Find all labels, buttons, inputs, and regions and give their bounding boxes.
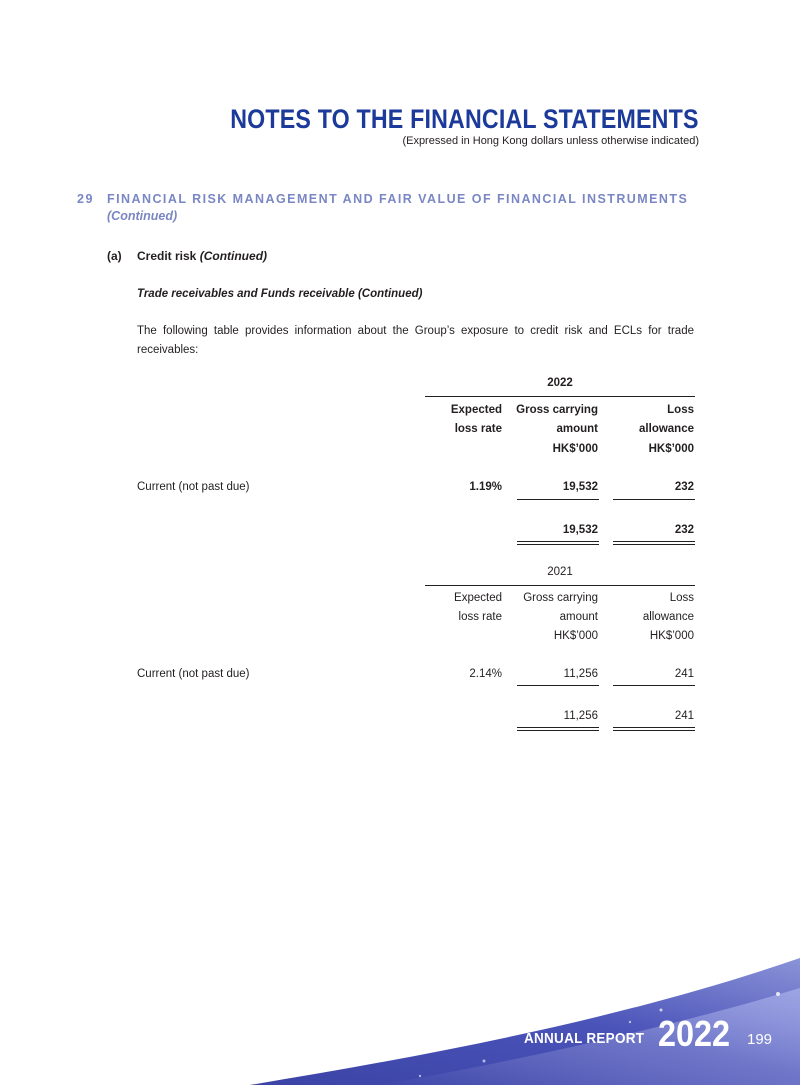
page-subtitle: (Expressed in Hong Kong dollars unless otherwise indicated) <box>402 135 699 147</box>
subsection-continued: (Continued) <box>199 249 268 263</box>
col-header-loss-rate-1: Expected <box>454 592 502 604</box>
page-number: 199 <box>747 1031 773 1048</box>
table-year: 2021 <box>547 566 573 578</box>
col-header-allowance-3: HK$’000 <box>649 630 694 642</box>
sparkle-dot <box>629 1021 631 1023</box>
col-header-gross-3: HK$’000 <box>552 443 598 455</box>
allowance-underline <box>613 685 695 686</box>
row-label: Current (not past due) <box>137 668 250 680</box>
gross-double-underline <box>517 541 599 545</box>
loss-rate-value: 2.14% <box>469 668 502 680</box>
col-header-allowance-1: Loss <box>669 592 694 604</box>
sparkle-dot <box>660 1009 663 1012</box>
sparkle-dot <box>776 992 780 996</box>
allowance-double-underline <box>613 541 695 545</box>
year-divider <box>425 585 695 586</box>
gross-value: 11,256 <box>563 668 598 680</box>
total-gross-value: 11,256 <box>563 710 598 722</box>
subsection-label: (a) <box>107 249 122 263</box>
section-continued: (Continued) <box>107 209 178 223</box>
gross-value: 19,532 <box>562 481 598 493</box>
col-header-allowance-2: allowance <box>642 611 694 623</box>
row-label: Current (not past due) <box>137 481 250 493</box>
allowance-value: 241 <box>674 668 694 680</box>
col-header-gross-3: HK$’000 <box>553 630 598 642</box>
total-allowance-value: 241 <box>674 710 694 722</box>
section-title: FINANCIAL RISK MANAGEMENT AND FAIR VALUE OF FINANCIAL INSTRUMENTS <box>107 192 689 206</box>
col-header-gross-2: amount <box>556 423 598 435</box>
footer-year: 2022 <box>658 1013 731 1054</box>
col-header-loss-rate-1: Expected <box>450 404 502 416</box>
col-header-gross-1: Gross carrying <box>516 404 598 416</box>
footer-annual-report: ANNUAL REPORT <box>524 1030 645 1047</box>
total-allowance-value: 232 <box>674 524 694 536</box>
subsection-title <box>137 249 267 263</box>
allowance-underline <box>613 499 695 500</box>
subsection-title-text: Credit risk <box>137 249 197 263</box>
total-gross-value: 19,532 <box>562 524 598 536</box>
sparkle-dot <box>419 1075 421 1077</box>
section-number: 29 <box>77 192 95 206</box>
sparkle-dot <box>483 1060 486 1063</box>
intro-paragraph: The following table provides information about the Group’s exposure to credit risk and ECLs for trade receivables: <box>137 325 694 356</box>
allowance-double-underline <box>613 727 695 731</box>
col-header-loss-rate-2: loss rate <box>454 423 502 435</box>
allowance-value: 232 <box>674 481 694 493</box>
gross-underline <box>517 685 599 686</box>
col-header-gross-1: Gross carrying <box>523 592 598 604</box>
col-header-gross-2: amount <box>559 611 598 623</box>
col-header-allowance-1: Loss <box>667 404 694 416</box>
subsection-heading: Trade receivables and Funds receivable (Continued) <box>137 288 423 300</box>
table-year: 2022 <box>547 377 573 389</box>
loss-rate-value: 1.19% <box>469 481 502 493</box>
gross-underline <box>517 499 599 500</box>
col-header-loss-rate-2: loss rate <box>458 611 502 623</box>
gross-double-underline <box>517 727 599 731</box>
col-header-allowance-2: allowance <box>639 423 694 435</box>
year-divider <box>425 396 695 397</box>
page-title: NOTES TO THE FINANCIAL STATEMENTS <box>230 104 699 134</box>
col-header-allowance-3: HK$’000 <box>648 443 694 455</box>
